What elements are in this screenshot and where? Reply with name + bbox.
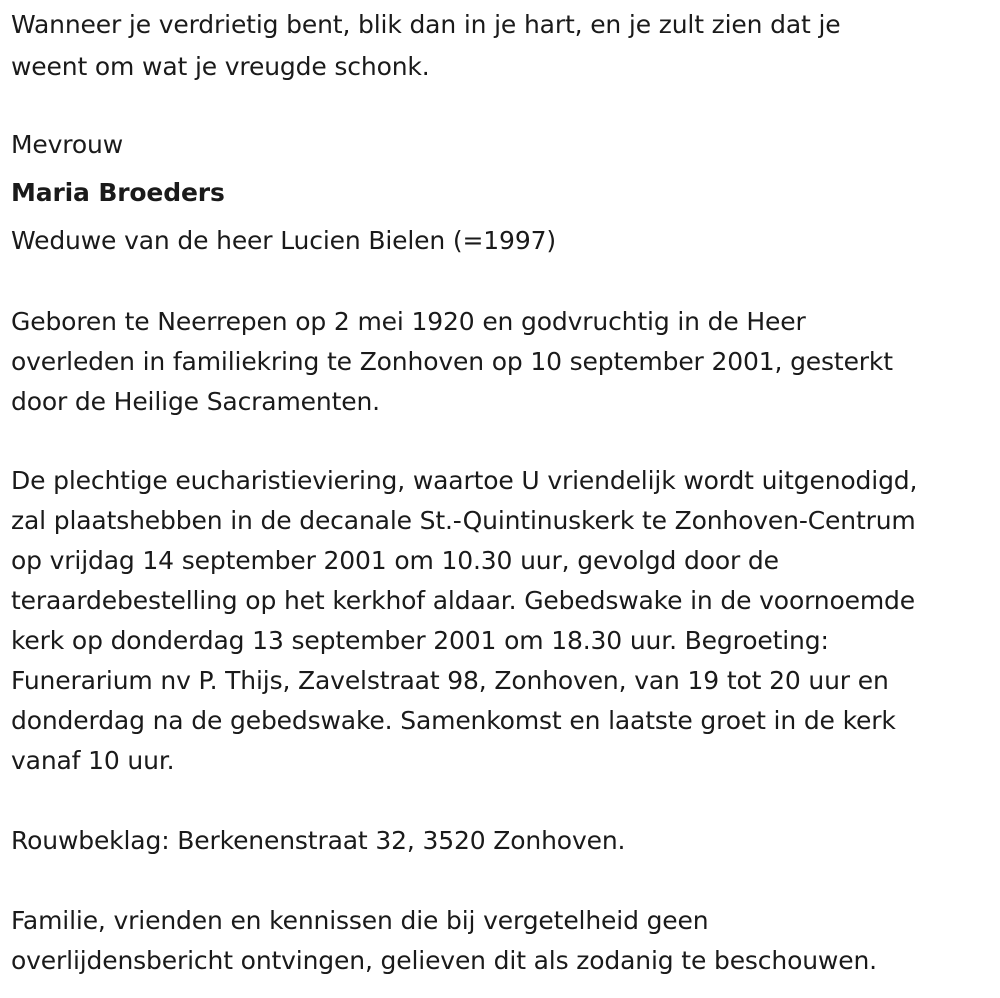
- closing-line: overlijdensbericht ontvingen, gelieven dit als zodanig te beschouwen.: [11, 946, 877, 975]
- ceremony-line: zal plaatshebben in de decanale St.-Quintinuskerk te Zonhoven-Centrum: [11, 506, 916, 535]
- ceremony-line: donderdag na de gebedswake. Samenkomst en laatste groet in de kerk: [11, 706, 896, 735]
- ceremony-line: Funerarium nv P. Thijs, Zavelstraat 98, Zonhoven, van 19 tot 20 uur en: [11, 666, 889, 695]
- ceremony-line: kerk op donderdag 13 september 2001 om 18.30 uur. Begroeting:: [11, 626, 829, 655]
- birth-death-line: Geboren te Neerrepen op 2 mei 1920 en godvruchtig in de Heer: [11, 307, 806, 336]
- ceremony-line: teraardebestelling op het kerkhof aldaar. Gebedswake in de voornoemde: [11, 586, 916, 615]
- ceremony-line: vanaf 10 uur.: [11, 746, 175, 775]
- condolence-address: Rouwbeklag: Berkenenstraat 32, 3520 Zonhoven.: [11, 826, 626, 855]
- closing-line: Familie, vrienden en kennissen die bij vergetelheid geen: [11, 906, 709, 935]
- birth-death-line: overleden in familiekring te Zonhoven op 10 september 2001, gesterkt: [11, 347, 893, 376]
- widow-note: Weduwe van de heer Lucien Bielen (=1997): [11, 226, 556, 255]
- quote-line: Wanneer je verdrietig bent, blik dan in je hart, en je zult zien dat je: [11, 10, 841, 39]
- title-prefix: Mevrouw: [11, 130, 124, 159]
- birth-death-line: door de Heilige Sacramenten.: [11, 387, 380, 416]
- deceased-name: Maria Broeders: [11, 178, 225, 207]
- ceremony-line: De plechtige eucharistieviering, waartoe U vriendelijk wordt uitgenodigd,: [11, 466, 918, 495]
- quote-line: weent om wat je vreugde schonk.: [11, 52, 430, 81]
- ceremony-line: op vrijdag 14 september 2001 om 10.30 uur, gevolgd door de: [11, 546, 779, 575]
